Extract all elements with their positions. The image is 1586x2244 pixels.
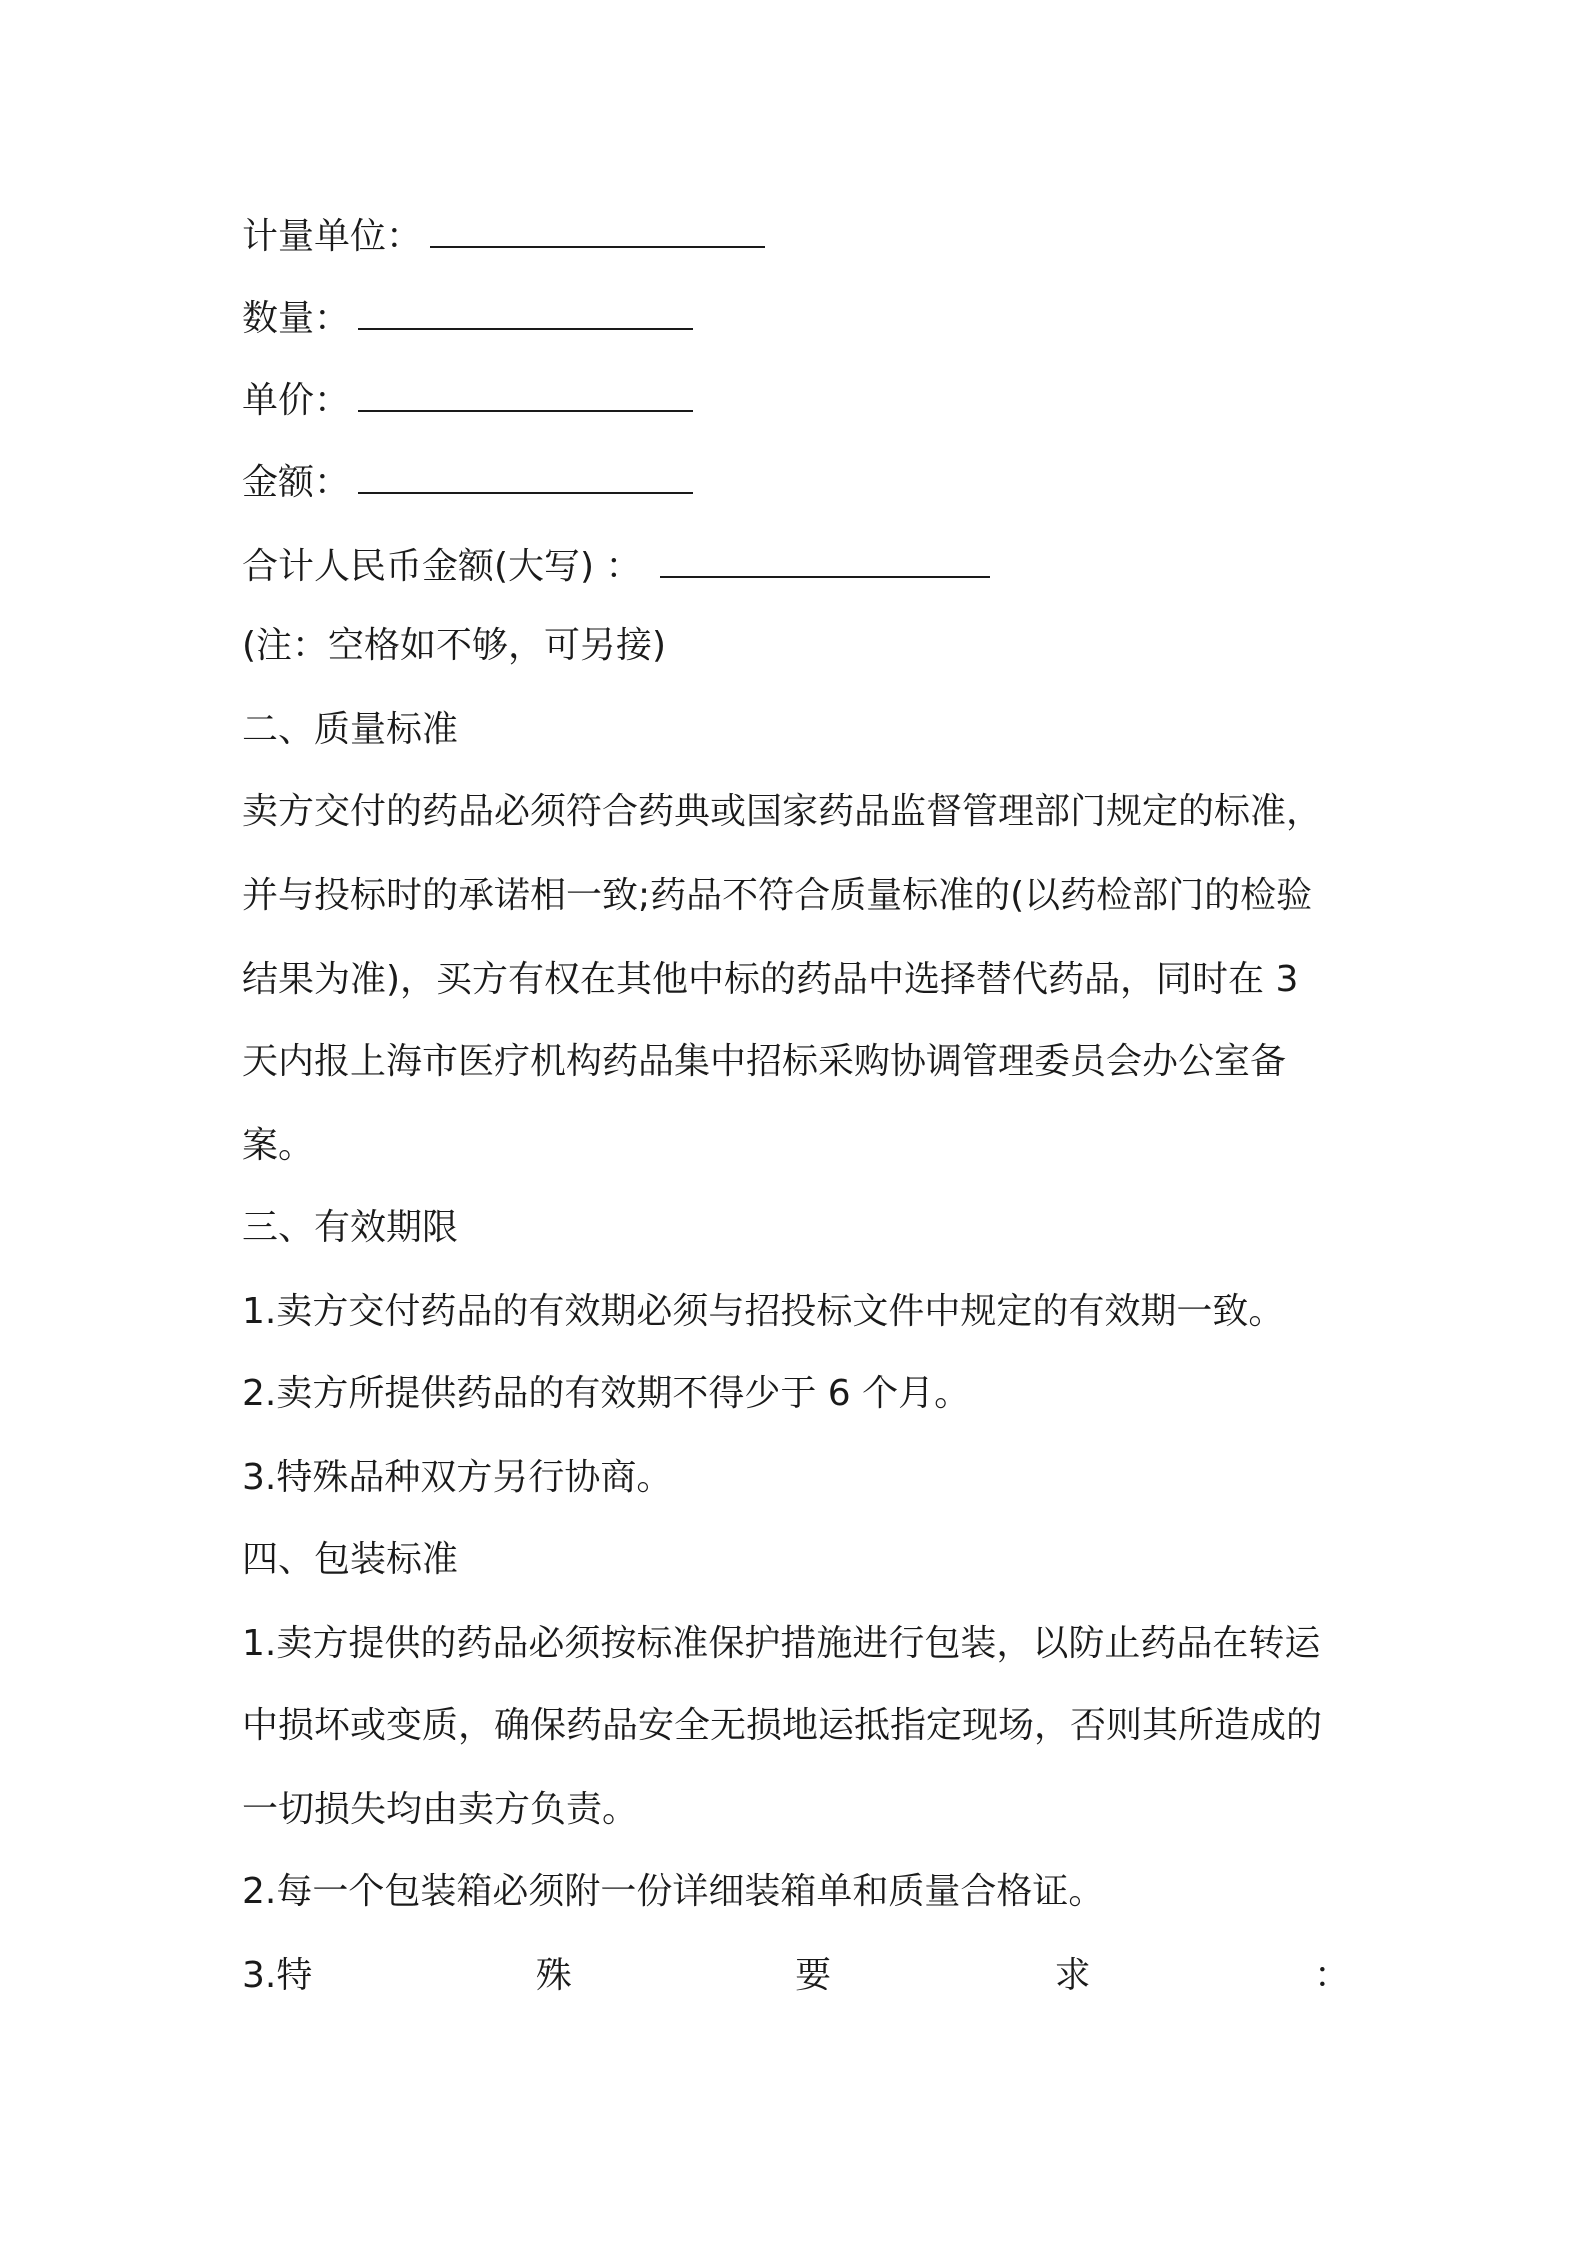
- unit-price-blank: [358, 376, 693, 412]
- packaging-item-line: 一切损失均由卖方负责。: [242, 1789, 639, 1830]
- quality-paragraph-line: 卖方交付的药品必须符合药典或国家药品监督管理部门规定的标准，: [242, 791, 1323, 832]
- quality-paragraph-line: 并与投标时的承诺相一致;药品不符合质量标准的(以药检部门的检验: [242, 875, 1313, 916]
- quantity-blank: [358, 294, 693, 330]
- packaging-item-line: 1.卖方提供的药品必须按标准保护措施进行包装，以防止药品在转运: [242, 1623, 1321, 1664]
- unit-field: [242, 212, 1362, 261]
- packaging-item: 2.每一个包装箱必须附一份详细装箱单和质量合格证。: [242, 1871, 1105, 1912]
- quality-paragraph-line: 天内报上海市医疗机构药品集中招标采购协调管理委员会办公室备: [242, 1041, 1287, 1082]
- note: (注：空格如不够，可另接): [242, 625, 667, 666]
- total-field: [242, 542, 1362, 591]
- validity-item: 2.卖方所提供药品的有效期不得少于 6 个月。: [242, 1373, 971, 1414]
- quantity-label: 数量：: [242, 298, 351, 339]
- special-req-part: ：: [1313, 1955, 1350, 1996]
- special-req-part: 3.特: [242, 1955, 313, 1996]
- packaging-heading: 四、包装标准: [242, 1539, 459, 1580]
- packaging-special-requirements: [242, 1952, 1350, 2000]
- quantity-field: [242, 294, 1362, 343]
- quality-paragraph-line: 案。: [242, 1125, 315, 1166]
- unit-price-field: [242, 376, 1362, 425]
- quality-paragraph-line: 结果为准)，买方有权在其他中标的药品中选择替代药品，同时在 3: [242, 959, 1299, 1000]
- validity-heading: 三、有效期限: [242, 1207, 459, 1248]
- amount-blank: [358, 458, 693, 494]
- special-req-part: 求: [1054, 1955, 1091, 1996]
- amount-label: 金额：: [242, 462, 351, 503]
- validity-item: 1.卖方交付药品的有效期必须与招投标文件中规定的有效期一致。: [242, 1291, 1285, 1332]
- packaging-item-line: 中损坏或变质，确保药品安全无损地运抵指定现场，否则其所造成的: [242, 1705, 1323, 1746]
- total-blank: [660, 542, 990, 578]
- amount-field: [242, 458, 1362, 507]
- quality-heading: 二、质量标准: [242, 709, 459, 750]
- special-req-part: 要: [795, 1955, 832, 1996]
- unit-price-label: 单价：: [242, 380, 351, 421]
- unit-label: 计量单位：: [242, 216, 423, 257]
- validity-item: 3.特殊品种双方另行协商。: [242, 1457, 673, 1498]
- total-label: 合计人民币金额(大写) ：: [242, 546, 642, 587]
- unit-blank: [430, 212, 765, 248]
- special-req-part: 殊: [535, 1955, 572, 1996]
